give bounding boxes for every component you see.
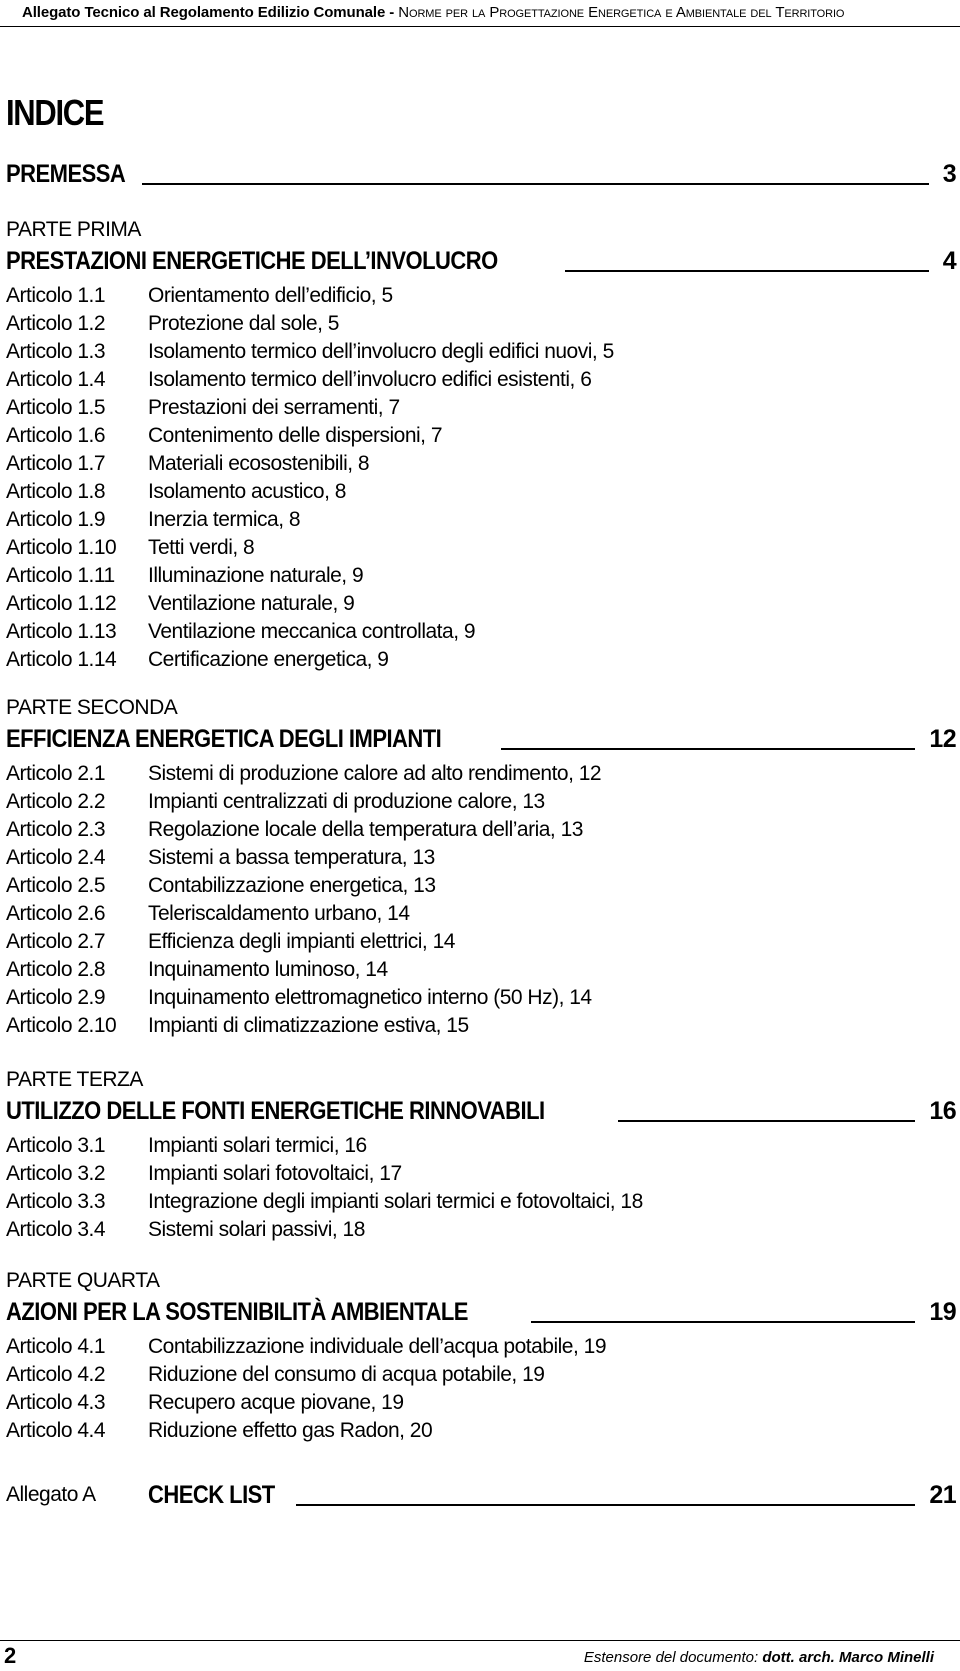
article-number: Articolo 2.6	[6, 902, 106, 925]
article-number: Articolo 3.4	[6, 1218, 106, 1241]
article-number: Articolo 4.3	[6, 1391, 106, 1414]
article-title: Integrazione degli impianti solari termici e fotovoltaici, 18	[148, 1190, 643, 1213]
article-number: Articolo 2.7	[6, 930, 106, 953]
article-row[interactable]	[6, 1389, 956, 1417]
footer-author	[584, 1649, 934, 1666]
article-number: Articolo 1.10	[6, 536, 117, 559]
part-title: PRESTAZIONI ENERGETICHE DELL’INVOLUCRO	[6, 247, 498, 275]
part-1	[6, 216, 956, 674]
article-row[interactable]	[6, 534, 956, 562]
article-number: Articolo 1.6	[6, 424, 106, 447]
article-number: Articolo 2.4	[6, 846, 106, 869]
article-title: Impianti di climatizzazione estiva, 15	[148, 1014, 469, 1037]
article-number: Articolo 2.5	[6, 874, 106, 897]
page-footer	[0, 1640, 960, 1668]
article-row[interactable]	[6, 450, 956, 478]
article-row[interactable]	[6, 872, 956, 900]
leader-rule	[296, 1504, 915, 1506]
article-row[interactable]	[6, 1160, 956, 1188]
article-title: Sistemi a bassa temperatura, 13	[148, 846, 435, 869]
article-row[interactable]	[6, 1216, 956, 1244]
article-title: Contabilizzazione energetica, 13	[148, 874, 436, 897]
article-number: Articolo 2.3	[6, 818, 106, 841]
article-number: Articolo 1.11	[6, 564, 115, 587]
article-number: Articolo 2.1	[6, 762, 106, 785]
article-title: Inquinamento elettromagnetico interno (50 Hz), 14	[148, 986, 592, 1009]
article-number: Articolo 4.2	[6, 1363, 106, 1386]
article-title: Sistemi solari passivi, 18	[148, 1218, 365, 1241]
article-row[interactable]	[6, 816, 956, 844]
article-title: Impianti centralizzati di produzione calore, 13	[148, 790, 545, 813]
article-row[interactable]	[6, 760, 956, 788]
article-row[interactable]	[6, 478, 956, 506]
article-row[interactable]	[6, 1333, 956, 1361]
footer-page-number: 2	[4, 1643, 17, 1668]
article-number: Articolo 1.1	[6, 284, 106, 307]
article-number: Articolo 3.1	[6, 1134, 106, 1157]
article-number: Articolo 2.10	[6, 1014, 117, 1037]
article-title: Sistemi di produzione calore ad alto rendimento, 12	[148, 762, 602, 785]
article-title: Efficienza degli impianti elettrici, 14	[148, 930, 455, 953]
article-title: Illuminazione naturale, 9	[148, 564, 364, 587]
part-label: PARTE QUARTA	[6, 1269, 160, 1292]
article-row[interactable]	[6, 590, 956, 618]
part-label: PARTE SECONDA	[6, 696, 178, 719]
article-title: Isolamento termico dell’involucro edifici esistenti, 6	[148, 368, 592, 391]
article-title: Prestazioni dei serramenti, 7	[148, 396, 400, 419]
article-title: Orientamento dell’edificio, 5	[148, 284, 393, 307]
article-row[interactable]	[6, 366, 956, 394]
article-title: Teleriscaldamento urbano, 14	[148, 902, 410, 925]
leader-rule	[501, 748, 916, 750]
part-3	[6, 1066, 956, 1244]
article-number: Articolo 1.13	[6, 620, 117, 643]
header-subtitle: Norme per la Progettazione Energetica e Ambientale del Territorio	[398, 4, 845, 21]
article-row[interactable]	[6, 1132, 956, 1160]
article-title: Impianti solari fotovoltaici, 17	[148, 1162, 402, 1185]
article-row[interactable]	[6, 506, 956, 534]
article-number: Articolo 2.8	[6, 958, 106, 981]
leader-rule	[565, 270, 929, 272]
part-title-entry[interactable]	[6, 1094, 956, 1128]
article-row[interactable]	[6, 1417, 956, 1445]
index-title: INDICE	[6, 92, 104, 133]
article-number: Articolo 3.2	[6, 1162, 106, 1185]
article-title: Protezione dal sole, 5	[148, 312, 339, 335]
article-row[interactable]	[6, 928, 956, 956]
part-page: 16	[929, 1097, 956, 1125]
article-title: Inerzia termica, 8	[148, 508, 301, 531]
part-title-entry[interactable]	[6, 1295, 956, 1329]
part-4	[6, 1267, 956, 1445]
part-2	[6, 694, 956, 1040]
article-row[interactable]	[6, 562, 956, 590]
article-title: Ventilazione meccanica controllata, 9	[148, 620, 476, 643]
article-number: Articolo 1.3	[6, 340, 106, 363]
article-row[interactable]	[6, 900, 956, 928]
part-page: 4	[942, 247, 956, 275]
part-title-entry[interactable]	[6, 722, 956, 756]
article-title: Contabilizzazione individuale dell’acqua potabile, 19	[148, 1335, 606, 1358]
article-number: Articolo 4.4	[6, 1419, 106, 1442]
leader-rule	[618, 1120, 915, 1122]
part-title: UTILIZZO DELLE FONTI ENERGETICHE RINNOVABILI	[6, 1097, 545, 1125]
article-number: Articolo 2.2	[6, 790, 106, 813]
article-title: Recupero acque piovane, 19	[148, 1391, 404, 1414]
article-row[interactable]	[6, 618, 956, 646]
article-row[interactable]	[6, 844, 956, 872]
article-row[interactable]	[6, 310, 956, 338]
running-header	[0, 0, 960, 27]
part-title: AZIONI PER LA SOSTENIBILITÀ AMBIENTALE	[6, 1298, 468, 1326]
article-row[interactable]	[6, 282, 956, 310]
article-row[interactable]	[6, 422, 956, 450]
article-row[interactable]	[6, 1188, 956, 1216]
article-row[interactable]	[6, 788, 956, 816]
article-row[interactable]	[6, 1012, 956, 1040]
article-title: Riduzione effetto gas Radon, 20	[148, 1419, 433, 1442]
article-title: Ventilazione naturale, 9	[148, 592, 355, 615]
article-number: Articolo 1.5	[6, 396, 106, 419]
article-number: Articolo 1.4	[6, 368, 106, 391]
article-title: Certificazione energetica, 9	[148, 648, 389, 671]
article-title: Inquinamento luminoso, 14	[148, 958, 388, 981]
article-number: Articolo 1.12	[6, 592, 117, 615]
author-name: dott. arch. Marco Minelli	[762, 1649, 934, 1666]
part-title: EFFICIENZA ENERGETICA DEGLI IMPIANTI	[6, 725, 442, 753]
article-row[interactable]	[6, 984, 956, 1012]
article-row[interactable]	[6, 646, 956, 674]
article-row[interactable]	[6, 338, 956, 366]
article-title: Contenimento delle dispersioni, 7	[148, 424, 443, 447]
leader-rule	[142, 183, 929, 185]
part-page: 19	[929, 1298, 956, 1326]
annex-page: 21	[929, 1481, 956, 1509]
header-bold: Allegato Tecnico al Regolamento Edilizio Comunale -	[22, 4, 399, 21]
premessa-entry[interactable]	[6, 157, 956, 191]
article-title: Regolazione locale della temperatura dell’aria, 13	[148, 818, 583, 841]
article-number: Articolo 1.2	[6, 312, 106, 335]
part-title-entry[interactable]	[6, 244, 956, 278]
article-number: Articolo 2.9	[6, 986, 106, 1009]
article-row[interactable]	[6, 956, 956, 984]
article-title: Isolamento termico dell’involucro degli edifici nuovi, 5	[148, 340, 614, 363]
annex-title: CHECK LIST	[148, 1481, 275, 1509]
article-number: Articolo 4.1	[6, 1335, 106, 1358]
article-number: Articolo 1.9	[6, 508, 106, 531]
part-page: 12	[929, 725, 956, 753]
article-title: Materiali ecosostenibili, 8	[148, 452, 370, 475]
premessa-page: 3	[942, 160, 956, 188]
header-text	[22, 4, 844, 21]
article-number: Articolo 3.3	[6, 1190, 106, 1213]
article-number: Articolo 1.14	[6, 648, 117, 671]
author-prefix: Estensore del documento:	[583, 1649, 763, 1666]
article-row[interactable]	[6, 394, 956, 422]
article-title: Impianti solari termici, 16	[148, 1134, 367, 1157]
article-number: Articolo 1.7	[6, 452, 106, 475]
article-row[interactable]	[6, 1361, 956, 1389]
article-title: Tetti verdi, 8	[148, 536, 255, 559]
part-label: PARTE TERZA	[6, 1068, 143, 1091]
annex-label: Allegato A	[6, 1483, 96, 1506]
part-label: PARTE PRIMA	[6, 218, 141, 241]
article-title: Isolamento acustico, 8	[148, 480, 346, 503]
annex-entry[interactable]	[6, 1478, 956, 1512]
article-number: Articolo 1.8	[6, 480, 106, 503]
leader-rule	[531, 1321, 916, 1323]
premessa-title: PREMESSA	[6, 160, 126, 188]
article-title: Riduzione del consumo di acqua potabile, 19	[148, 1363, 545, 1386]
